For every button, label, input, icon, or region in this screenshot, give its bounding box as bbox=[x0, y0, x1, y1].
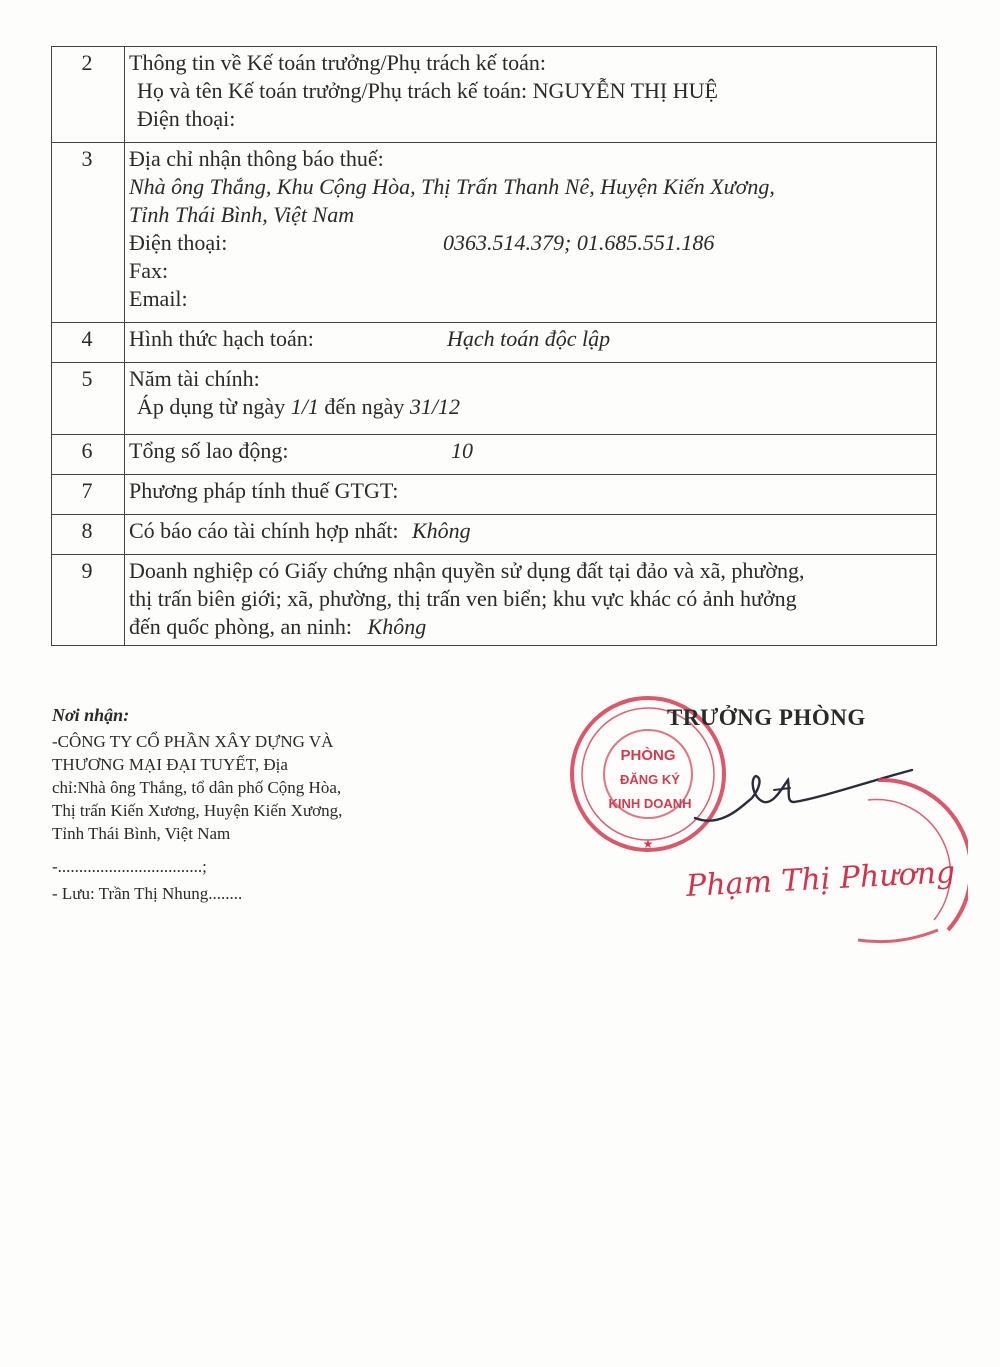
fiscal-to-date: 31/12 bbox=[409, 394, 460, 419]
row-number: 9 bbox=[52, 555, 125, 646]
recipient-line: Thị trấn Kiến Xương, Huyện Kiến Xương, bbox=[52, 801, 343, 820]
fiscal-from-date: 1/1 bbox=[290, 394, 319, 419]
row-label: Hình thức hạch toán: bbox=[129, 326, 314, 351]
land-cert-value: Không bbox=[367, 614, 427, 639]
row-content bbox=[125, 47, 937, 143]
phone-label: Điện thoại: bbox=[129, 230, 228, 255]
table-row bbox=[52, 363, 937, 435]
table-row bbox=[52, 475, 937, 515]
land-cert-line-3: đến quốc phòng, an ninh: bbox=[129, 614, 353, 639]
row-content bbox=[125, 515, 937, 555]
row-number: 5 bbox=[52, 363, 125, 435]
consolidated-report-value: Không bbox=[411, 518, 471, 543]
tax-address-line-1: Nhà ông Thắng, Khu Cộng Hòa, Thị Trấn Thanh Nê, Huyện Kiến Xương, bbox=[129, 174, 775, 199]
recipient-line: THƯƠNG MẠI ĐẠI TUYẾT, Địa bbox=[52, 755, 288, 774]
recipient-line: Tỉnh Thái Bình, Việt Nam bbox=[52, 824, 231, 843]
tax-address-line-2: Tỉnh Thái Bình, Việt Nam bbox=[129, 202, 355, 227]
row-number: 2 bbox=[52, 47, 125, 143]
recipients-header: Nơi nhận: bbox=[52, 705, 130, 725]
table-row bbox=[52, 555, 937, 646]
stamp-text: KINH DOANH bbox=[608, 796, 692, 811]
accounting-form-value: Hạch toán độc lập bbox=[447, 326, 611, 351]
row-label: Tổng số lao động: bbox=[129, 438, 289, 463]
row-number: 8 bbox=[52, 515, 125, 555]
row-number: 7 bbox=[52, 475, 125, 515]
signer-title: TRƯỞNG PHÒNG bbox=[667, 705, 866, 730]
info-table bbox=[51, 46, 937, 646]
row-number: 3 bbox=[52, 143, 125, 323]
row-number: 4 bbox=[52, 323, 125, 363]
row-content bbox=[125, 475, 937, 515]
row-content bbox=[125, 363, 937, 435]
fax-label: Fax: bbox=[129, 258, 169, 283]
stamp-text: PHÒNG bbox=[620, 747, 676, 764]
row-content bbox=[125, 555, 937, 646]
fiscal-apply-prefix: Áp dụng từ ngày bbox=[137, 394, 286, 419]
fiscal-mid-text: đến ngày bbox=[324, 394, 405, 419]
row-content bbox=[125, 143, 937, 323]
stamp-text: ĐĂNG KÝ bbox=[620, 772, 680, 787]
recipient-line: chỉ:Nhà ông Thắng, tổ dân phố Cộng Hòa, bbox=[52, 778, 342, 797]
land-cert-line-2: thị trấn biên giới; xã, phường, thị trấn ven biển; khu vực khác có ảnh hưởng bbox=[129, 586, 797, 611]
table-row bbox=[52, 143, 937, 323]
land-cert-line-1: Doanh nghiệp có Giấy chứng nhận quyền sử dụng đất tại đảo và xã, phường, bbox=[129, 558, 805, 583]
row-content bbox=[125, 435, 937, 475]
table-row bbox=[52, 323, 937, 363]
svg-text:★: ★ bbox=[642, 837, 654, 851]
recipient-line: -CÔNG TY CỔ PHẦN XÂY DỰNG VÀ bbox=[52, 732, 334, 751]
row-label: Phương pháp tính thuế GTGT: bbox=[129, 478, 399, 503]
row-label: Có báo cáo tài chính hợp nhất: bbox=[129, 518, 399, 543]
chief-accountant-name: Họ và tên Kế toán trưởng/Phụ trách kế toán: NGUYỄN THỊ HUỆ bbox=[137, 78, 718, 103]
table-row bbox=[52, 435, 937, 475]
row-label: Năm tài chính: bbox=[129, 366, 260, 391]
table-row bbox=[52, 515, 937, 555]
email-label: Email: bbox=[129, 286, 188, 311]
recipient-blank-line: -..................................; bbox=[52, 857, 207, 876]
row-number: 6 bbox=[52, 435, 125, 475]
row-label: Thông tin về Kế toán trưởng/Phụ trách kế toán: bbox=[129, 50, 547, 75]
phone-value: 0363.514.379; 01.685.551.186 bbox=[443, 230, 715, 255]
recipient-archive: - Lưu: Trần Thị Nhung........ bbox=[52, 884, 243, 903]
row-label: Địa chỉ nhận thông báo thuế: bbox=[129, 146, 384, 171]
chief-accountant-phone: Điện thoại: bbox=[137, 106, 236, 131]
table-row bbox=[52, 47, 937, 143]
employee-count-value: 10 bbox=[451, 438, 473, 463]
row-content bbox=[125, 323, 937, 363]
signer-name: Phạm Thị Phương bbox=[685, 854, 956, 905]
recipients-block bbox=[52, 704, 432, 905]
